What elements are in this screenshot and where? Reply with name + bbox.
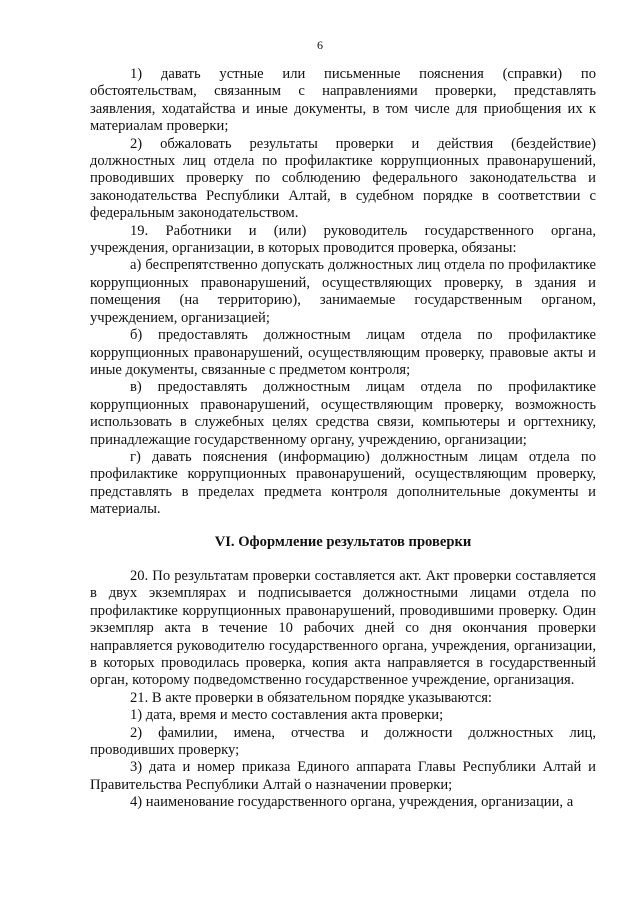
section-heading: VI. Оформление результатов проверки [214,533,472,550]
paragraph-item-19g: г) давать пояснения (информацию) должностным лицам отдела по профилактике коррупционных правонарушений, осуществляющим проверку, представлять в пределах предмета контроля дополнительные документы и материалы. [90,448,596,518]
paragraph-clause-2-appeal: 2) обжаловать результаты проверки и действия (бездействие) должностных лиц отдела по профилактике коррупционных правонарушений, проводивших проверку по соблюдению федерального законодательства и законодательства Республики Алтай, в судебном порядке в соответствии с федеральным законодательством. [90,135,596,222]
paragraph-item-19: 19. Работники и (или) руководитель государственного органа, учреждения, организации, в которых проводится проверка, обязаны: [90,222,596,257]
paragraph-item-21-2: 2) фамилии, имена, отчества и должности должностных лиц, проводивших проверку; [90,724,596,759]
paragraph-clause-1-rights: 1) давать устные или письменные пояснения (справки) по обстоятельствам, связанным с направлениями проверки, представлять заявления, ходатайства и иные документы, в том числе для приобщения их к материалам проверки; [90,66,596,135]
paragraph-item-21-3: 3) дата и номер приказа Единого аппарата Главы Республики Алтай и Правительства Республики Алтай о назначении проверки; [90,759,596,793]
paragraph-item-19a: а) беспрепятственно допускать должностных лиц отдела по профилактике коррупционных правонарушений, осуществляющих проверку, в здания и помещения (на территорию), занимаемые государственным органом, учреждением, организацией; [90,257,596,326]
paragraph-item-21-4: 4) наименование государственного органа, учреждения, организации, а [130,794,574,811]
document-body [90,66,596,812]
page-number: 6 [317,38,323,52]
paragraph-item-21: 21. В акте проверки в обязательном порядке указываются: [130,689,492,706]
paragraph-item-20: 20. По результатам проверки составляется акт. Акт проверки составляется в двух экземплярах и подписывается должностными лицами отдела по профилактике коррупционных правонарушений, проводившими проверку. Один экземпляр акта в течение 10 рабочих дней со дня окончания проверки направляется руководителю государственного органа, учреждения, организации, в которых проводилась проверка, копия акта направляется в государственный орган, которому подведомственно государственное учреждение, организация. [90,567,596,689]
paragraph-item-19v: в) предоставлять должностным лицам отдела по профилактике коррупционных правонарушений, осуществляющим проверку, возможность использовать в служебных целях средства связи, компьютеры и оргтехнику, принадлежащие государственному органу, учреждению, организации; [90,379,596,448]
paragraph-item-21-1: 1) дата, время и место составления акта проверки; [130,707,444,724]
paragraph-item-19b: б) предоставлять должностным лицам отдела по профилактике коррупционных правонарушений, осуществляющим проверку, правовые акты и иные документы, связанные с предметом контроля; [90,327,596,378]
